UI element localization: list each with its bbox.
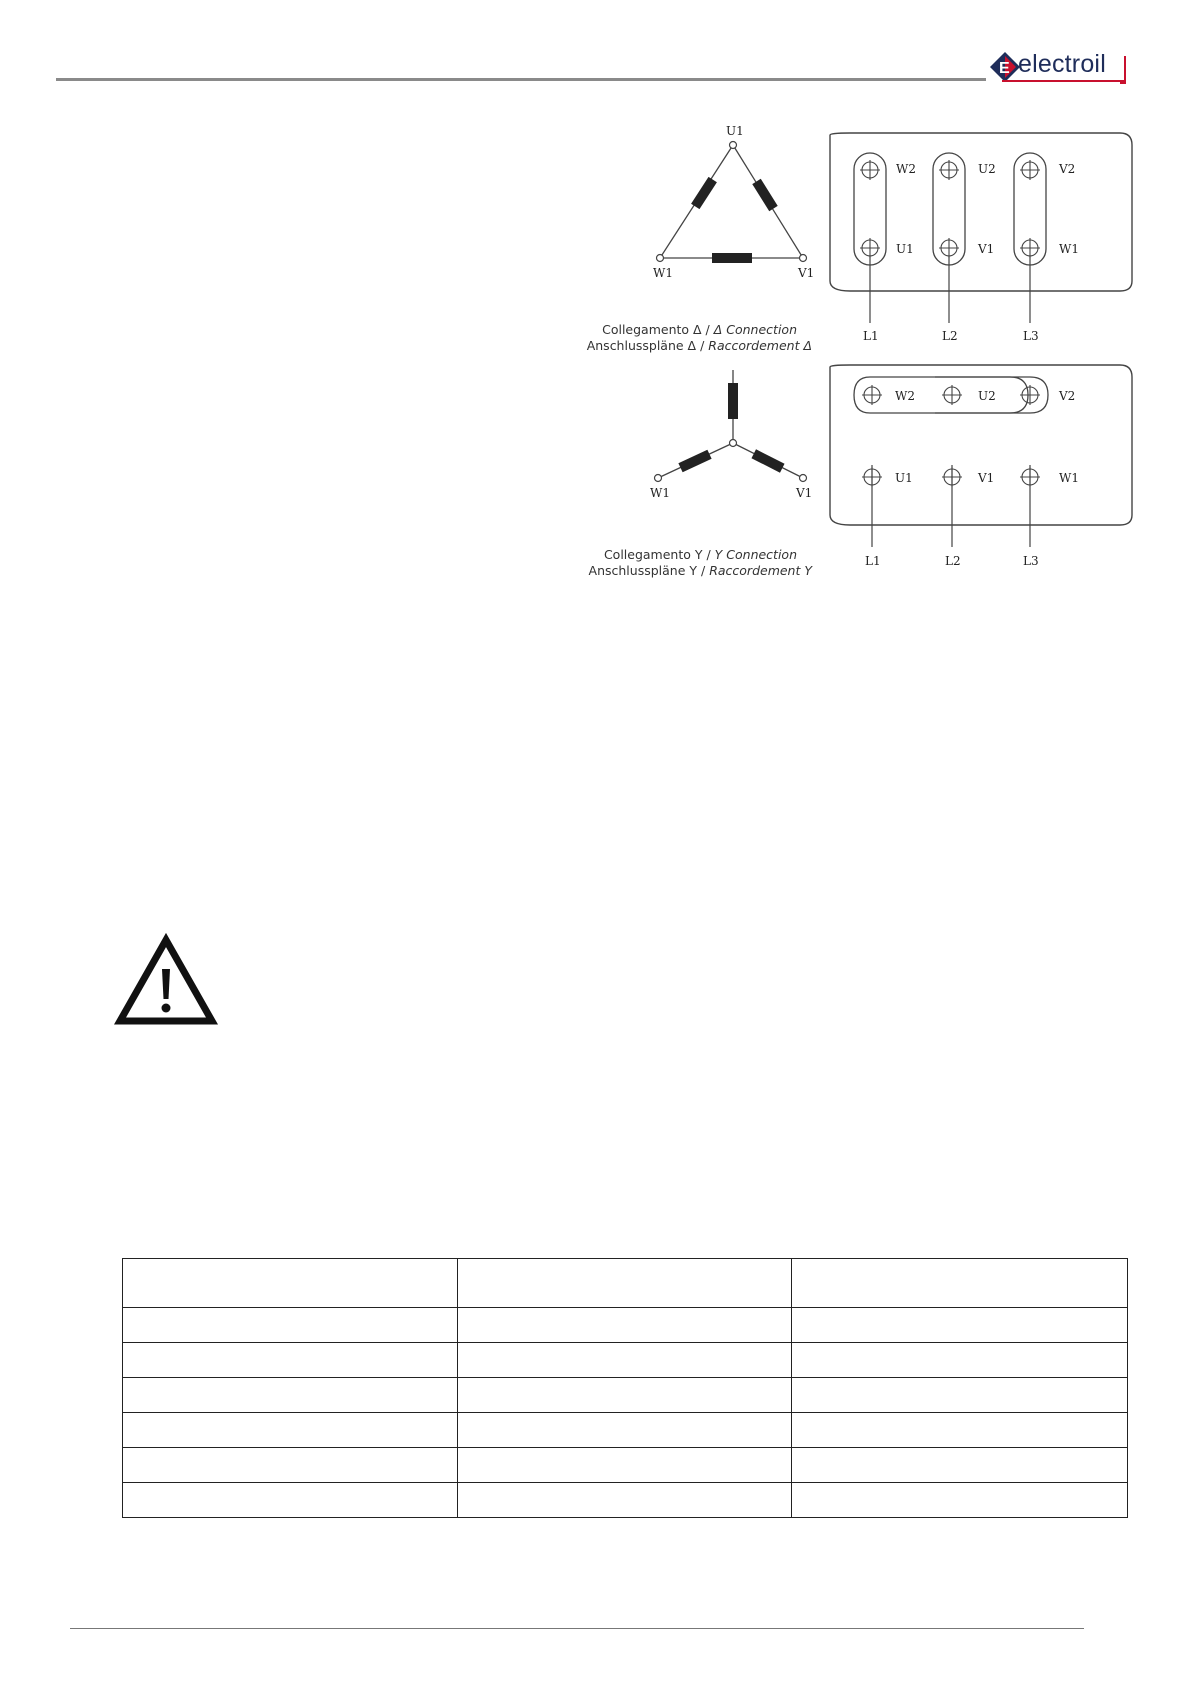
table-cell: [123, 1483, 458, 1518]
specification-table: [122, 1258, 1128, 1518]
star-caption-line-1: Collegamento Y / Y Connection: [603, 547, 797, 562]
electroil-logo: [988, 48, 1128, 88]
table-cell: [123, 1259, 458, 1308]
delta-coil-right: [752, 179, 777, 211]
delta-terminal-box: [830, 133, 1132, 291]
delta-coil-left: [691, 177, 717, 209]
star-terminal-u2: U2: [978, 389, 996, 403]
table-cell: [457, 1413, 792, 1448]
table-cell: [123, 1413, 458, 1448]
logo-bracket: [1120, 56, 1126, 84]
delta-coil-bottom: [712, 253, 752, 263]
logo-underline: [1002, 80, 1126, 82]
table-header-row: [123, 1259, 1128, 1308]
table-cell: [123, 1448, 458, 1483]
table-row: [123, 1413, 1128, 1448]
table-row: [123, 1483, 1128, 1518]
star-line-l1: L1: [865, 554, 881, 568]
footer-rule: [70, 1628, 1084, 1629]
table-cell: [792, 1308, 1128, 1343]
star-coil-right: [751, 449, 784, 472]
table-cell: [457, 1448, 792, 1483]
table-row: [123, 1343, 1128, 1378]
header-rule: [56, 78, 986, 81]
star-terminal-u1: U1: [895, 471, 913, 485]
table-cell: [457, 1259, 792, 1308]
table-cell: [457, 1308, 792, 1343]
star-line-l2: L2: [945, 554, 961, 568]
delta-terminal-w2: W2: [896, 162, 916, 176]
table-cell: [792, 1378, 1128, 1413]
table-cell: [123, 1343, 458, 1378]
table-cell: [792, 1259, 1128, 1308]
table-cell: [457, 1343, 792, 1378]
delta-node-w1: W1: [653, 266, 673, 280]
delta-terminal-v1: V1: [978, 242, 995, 256]
star-coil-left: [678, 450, 711, 473]
warning-triangle-icon: [115, 935, 217, 1027]
table-cell: [792, 1483, 1128, 1518]
star-line-l3: L3: [1023, 554, 1039, 568]
star-caption-line-2: Anschlusspläne Y / Raccordement Y: [588, 563, 812, 578]
delta-line-l1: L1: [863, 329, 879, 343]
delta-caption-line-2: Anschlusspläne Δ / Raccordement Δ: [586, 338, 812, 353]
star-node-w1: W1: [650, 486, 670, 500]
delta-line-l2: L2: [942, 329, 958, 343]
delta-connection-diagram: [586, 115, 1140, 355]
delta-line-l3: L3: [1023, 329, 1039, 343]
table-row: [123, 1378, 1128, 1413]
star-terminal-v1: V1: [978, 471, 995, 485]
star-terminal-box: [830, 365, 1132, 525]
logo-mark: E: [999, 60, 1010, 77]
table-cell: [792, 1448, 1128, 1483]
delta-terminal-u1: U1: [896, 242, 914, 256]
table-cell: [123, 1308, 458, 1343]
table-cell: [457, 1378, 792, 1413]
logo-text: electroil: [1018, 50, 1106, 78]
table-cell: [792, 1413, 1128, 1448]
star-connection-diagram: [588, 365, 1140, 585]
delta-caption-line-1: Collegamento Δ / Δ Connection: [602, 322, 797, 337]
delta-terminal-w1: W1: [1059, 242, 1079, 256]
delta-terminal-u2: U2: [978, 162, 996, 176]
table-row: [123, 1448, 1128, 1483]
table-row: [123, 1308, 1128, 1343]
star-terminal-w1: W1: [1059, 471, 1079, 485]
table-cell: [792, 1343, 1128, 1378]
star-node-v1: V1: [796, 486, 813, 500]
star-terminal-w2: W2: [895, 389, 915, 403]
delta-node-v1: V1: [798, 266, 815, 280]
table-cell: [123, 1378, 458, 1413]
table-cell: [457, 1483, 792, 1518]
delta-terminal-v2: V2: [1059, 162, 1076, 176]
star-terminal-v2: V2: [1059, 389, 1076, 403]
delta-node-u1: U1: [726, 124, 744, 138]
star-coil-top: [728, 383, 738, 419]
